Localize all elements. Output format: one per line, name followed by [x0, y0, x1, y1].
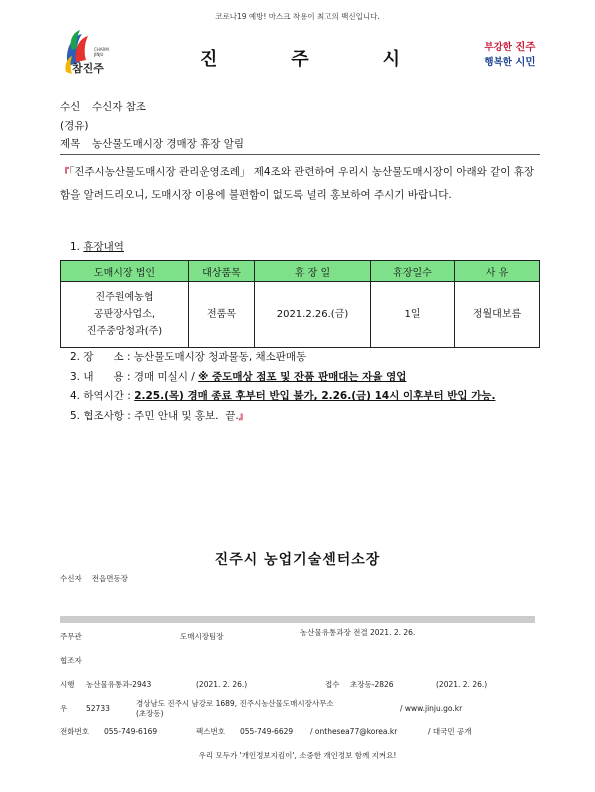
col-reason: 사 유: [455, 261, 540, 282]
recv-label: 접수: [325, 680, 340, 689]
section-rest-details: 1. 휴장내역: [70, 241, 124, 253]
tel-number: 055-749-6169: [104, 727, 158, 736]
footer-band: [60, 616, 535, 623]
list-item: 2. 장 소 : 농산물도매시장 청과물동, 채소판매동: [70, 351, 307, 363]
col-days: 휴장일수: [371, 261, 455, 282]
subject-divider: [60, 154, 540, 155]
cell-date: 2021.2.26.(금): [255, 282, 371, 348]
recipients-line: 수신자 전읍면동장: [60, 574, 128, 583]
fax-label: 팩스번호: [196, 727, 225, 736]
close-bracket-mark: 』: [238, 411, 248, 422]
open-bracket-mark: 『: [60, 168, 70, 178]
disclosure-text: / 대국민 공개: [428, 727, 472, 736]
col-item: 대상품목: [189, 261, 255, 282]
charm-jinju-logo-icon: [58, 28, 118, 88]
exec-number: 농산물유통과-2943: [86, 680, 152, 689]
cell-reason: 정월대보름: [455, 282, 540, 348]
exec-label: 시행: [60, 680, 75, 689]
list-item: 5. 협조사항 : 주민 안내 및 홍보. 끝.』: [70, 409, 248, 422]
recv-date: (2021. 2. 26.): [436, 680, 488, 689]
via-line: (경유): [60, 119, 89, 132]
cooperator-label: 협조자: [60, 656, 82, 665]
drafter-label: 주무관: [60, 632, 82, 641]
tel-label: 전화번호: [60, 727, 89, 736]
signer-title: 진주시 농업기술센터소장: [214, 552, 381, 568]
col-date: 휴 장 일: [255, 261, 371, 282]
rest-details-table: [60, 260, 540, 348]
body-paragraph: 『「진주시농산물도매시장 관리운영조례」 제4조와 관련하여 우리시 농산물도매시장이 아래와 같이 휴장함을 알려드리오니, 도매시장 이용에 불편함이 없도록 널리 홍보하여 주시기 바랍니다.: [60, 166, 535, 201]
approver-label: 농산물유통과장 전결 2021. 2. 26.: [300, 628, 416, 637]
motto-text: 코로나19 예방! 마스크 착용이 최고의 백신입니다.: [215, 12, 380, 21]
detail-list: [70, 348, 495, 427]
zip-label: 우: [60, 704, 68, 713]
cell-item: 전품목: [189, 282, 255, 348]
fax-number: 055-749-6629: [240, 727, 294, 736]
table-row: [61, 282, 540, 348]
address-text: 경상남도 진주시 남강로 1689, 진주시농산물도매시장사무소 (초장동): [136, 699, 334, 718]
list-item: 3. 내 용 : 경매 미실시 / ※ 중도매상 점포 및 잔품 판매대는 자율 영업: [70, 370, 407, 383]
city-slogan: 부강한 진주 행복한 시민: [484, 41, 536, 68]
website-link[interactable]: / www.jinju.go.kr: [400, 704, 463, 713]
logo-en-text: CHARM JINJU: [94, 47, 109, 57]
cell-days: 1일: [371, 282, 455, 348]
recipient-line: 수신 수신자 참조: [60, 101, 147, 113]
org-title: 진 주 시: [200, 49, 400, 70]
logo-text: 참진주: [72, 62, 104, 75]
recv-number: 초장동-2826: [350, 680, 394, 689]
document-header: [60, 98, 244, 154]
list-item: 4. 하역시간 : 2.25.(목) 경매 종료 후부터 반입 불가, 2.26.(금) 14시 이후부터 반입 가능.: [70, 390, 496, 402]
email-link[interactable]: / onthesea77@korea.kr: [310, 727, 398, 736]
col-corp: 도매시장 법인: [61, 261, 189, 282]
privacy-slogan: 우리 모두가 '개인정보지킴이', 소중한 개인정보 함께 지켜요!: [198, 751, 397, 760]
subject-line: 제목 농산물도매시장 경매장 휴장 알림: [60, 138, 245, 150]
cell-corp: 진주원예농협 공판장사업소, 진주중앙청과(주): [61, 282, 189, 348]
reviewer-label: 도매시장팀장: [180, 632, 224, 641]
exec-date: (2021. 2. 26.): [196, 680, 248, 689]
zip-code: 52733: [86, 704, 110, 713]
